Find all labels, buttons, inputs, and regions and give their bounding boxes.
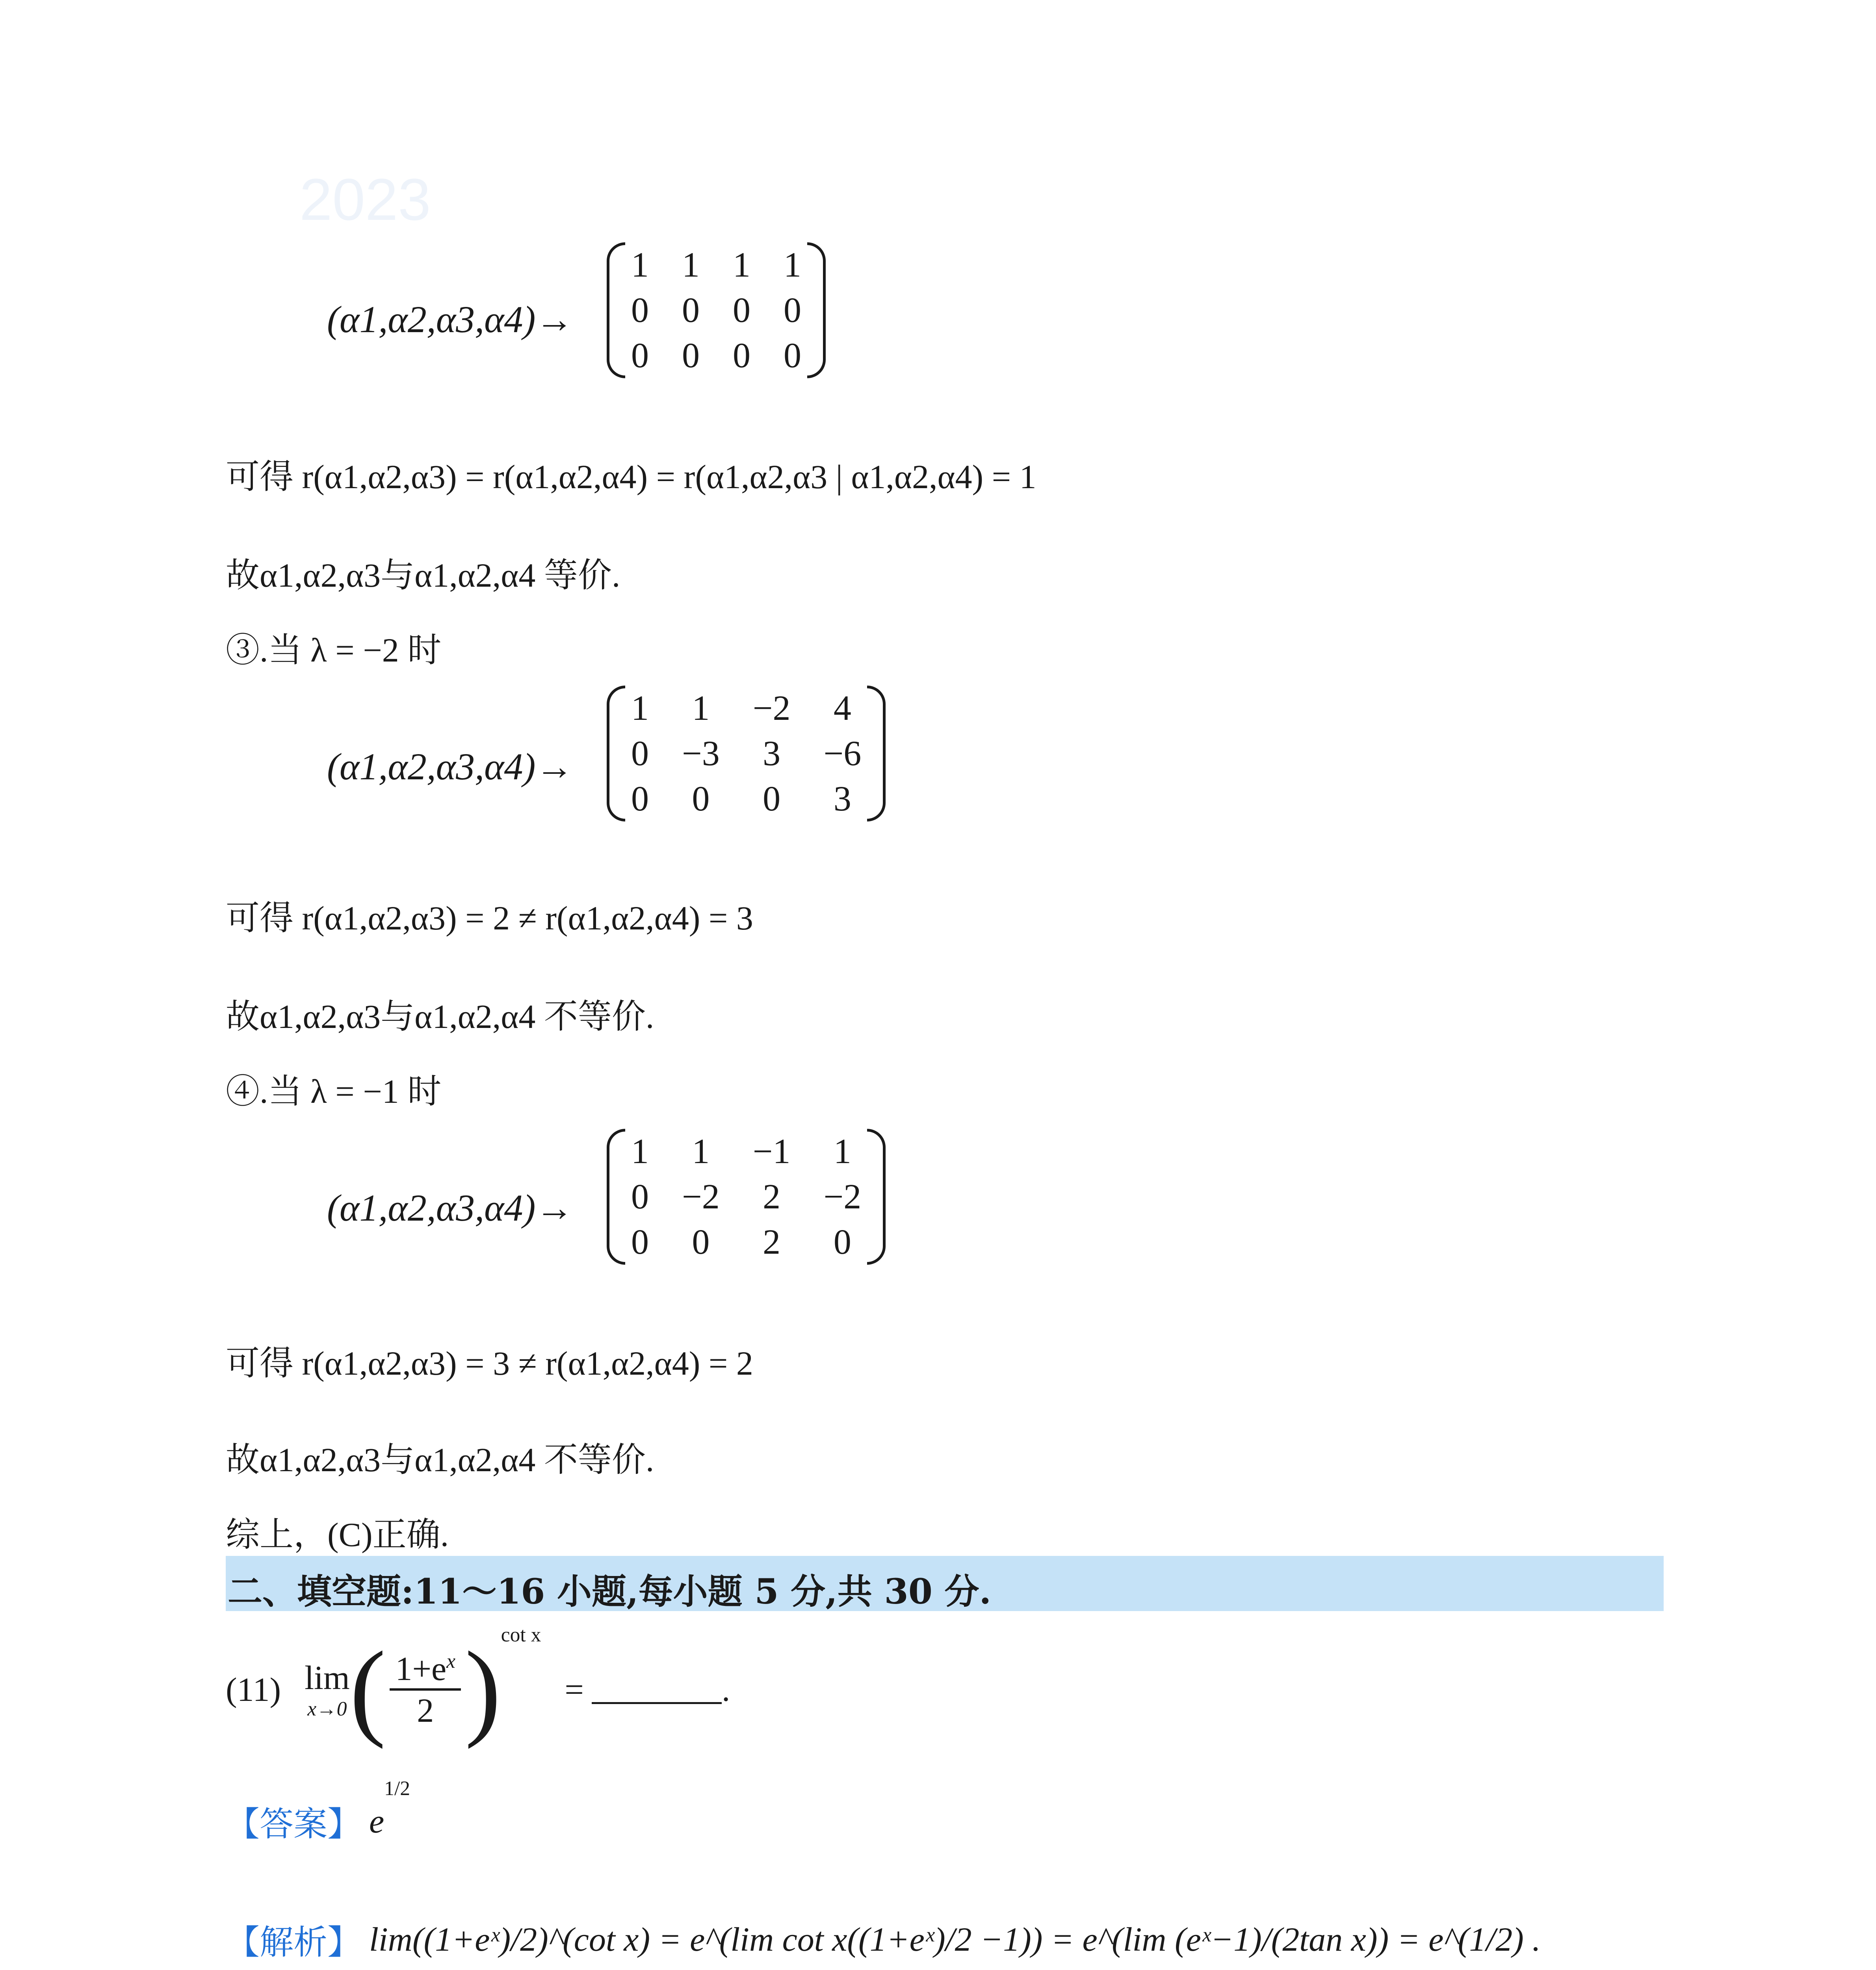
matrix-cell: 0 xyxy=(631,1177,649,1216)
q11-exponent: cot x xyxy=(501,1624,541,1646)
header-ghost-text: 2023 xyxy=(299,166,431,232)
matrix-cell: −6 xyxy=(823,734,862,773)
q11-den: 2 xyxy=(417,1691,434,1729)
matrix-cell: 1 xyxy=(784,245,801,284)
matrix-cell: −1 xyxy=(752,1132,791,1171)
matrix-cell: −2 xyxy=(823,1177,862,1216)
q11-equals: = xyxy=(565,1670,584,1708)
q11-lim-sub: x→0 xyxy=(307,1698,347,1721)
q11-answer-label: 【答案】 xyxy=(226,1805,361,1844)
q11-blank[interactable] xyxy=(592,1674,722,1704)
block1-rank-line: 可得 r(α1,α2,α3) = r(α1,α2,α4) = r(α1,α2,α3 | α1,α2,α4) = 1 xyxy=(226,458,1036,496)
q11-answer-sup: 1/2 xyxy=(384,1777,410,1800)
matrix-cell: 4 xyxy=(833,689,851,728)
matrix-cell: 1 xyxy=(692,1132,710,1171)
block3-case: ④.当 λ = −1 时 xyxy=(226,1072,442,1110)
matrix-cell: 1 xyxy=(631,1132,649,1171)
matrix-cell: 1 xyxy=(733,245,750,284)
matrix-cell: 2 xyxy=(763,1223,781,1262)
block3-lhs: (α1,α2,α3,α4)→ xyxy=(327,1187,574,1229)
block2-matrix xyxy=(615,686,878,821)
matrix-cell: 0 xyxy=(631,291,649,330)
q11-number: (11) xyxy=(226,1670,281,1708)
q11-lim: lim xyxy=(305,1659,350,1697)
summary: 综上，(C)正确. xyxy=(226,1516,449,1554)
matrix-cell: 0 xyxy=(631,734,649,773)
matrix-cell: 0 xyxy=(784,291,801,330)
block2-lhs: (α1,α2,α3,α4)→ xyxy=(327,745,574,788)
matrix-cell: 0 xyxy=(733,336,750,375)
q11-end: . xyxy=(721,1670,730,1708)
q11-analysis-label: 【解析】 xyxy=(226,1923,361,1962)
matrix-cell: 2 xyxy=(763,1177,781,1216)
matrix-cell: 0 xyxy=(692,1223,710,1262)
q11-analysis-text: lim((1+eˣ)/2)^(cot x) = e^(lim cot x((1+eˣ)/2 −1)) = e^(lim (eˣ−1)/(2tan x)) = e^(1/2) . xyxy=(369,1920,1541,1958)
block3-conclusion: 故α1,α2,α3与α1,α2,α4 不等价. xyxy=(226,1441,654,1479)
block2-case: ③.当 λ = −2 时 xyxy=(226,631,442,669)
matrix-cell: 0 xyxy=(682,336,700,375)
q11-question: (11) lim x→0 ( $\frac{1+e^x}{2}$ ) cot x = . xyxy=(226,1624,730,1749)
matrix-cell: 1 xyxy=(682,245,700,284)
matrix-cell: 1 xyxy=(833,1132,851,1171)
matrix-cell: 0 xyxy=(784,336,801,375)
matrix-cell: 1 xyxy=(692,689,710,728)
matrix-cell: −3 xyxy=(682,734,720,773)
matrix-cell: 0 xyxy=(682,291,700,330)
block1-lhs: (α1,α2,α3,α4)→ xyxy=(327,298,574,340)
section-title: 二、填空题:11～16 小题,每小题 5 分,共 30 分. xyxy=(228,1571,992,1612)
block3-matrix xyxy=(615,1129,878,1265)
matrix-cell: 1 xyxy=(631,245,649,284)
block1-conclusion: 故α1,α2,α3与α1,α2,α4 等价. xyxy=(226,556,620,594)
q11-answer-base: e xyxy=(369,1802,384,1840)
block1-matrix xyxy=(615,242,818,378)
matrix-cell: 3 xyxy=(833,779,851,818)
matrix-cell: 0 xyxy=(631,779,649,818)
matrix-cell: 0 xyxy=(833,1223,851,1262)
block2-conclusion: 故α1,α2,α3与α1,α2,α4 不等价. xyxy=(226,998,654,1035)
matrix-cell: 0 xyxy=(692,779,710,818)
matrix-cell: 1 xyxy=(631,689,649,728)
q11-fraction xyxy=(390,1649,461,1730)
q11-num-sup: x xyxy=(446,1650,456,1673)
matrix-cell: −2 xyxy=(682,1177,720,1216)
matrix-cell: −2 xyxy=(752,689,791,728)
matrix-cell: 0 xyxy=(631,1223,649,1262)
matrix-cell: 3 xyxy=(763,734,781,773)
block2-rank-line: 可得 r(α1,α2,α3) = 2 ≠ r(α1,α2,α4) = 3 xyxy=(226,899,753,937)
matrix-cell: 0 xyxy=(733,291,750,330)
block3-rank-line: 可得 r(α1,α2,α3) = 3 ≠ r(α1,α2,α4) = 2 xyxy=(226,1344,753,1382)
q11-analysis xyxy=(226,1915,1541,1964)
matrix-cell: 0 xyxy=(763,779,781,818)
q11-num: 1+e xyxy=(395,1649,447,1688)
q11-answer xyxy=(226,1777,410,1845)
matrix-cell: 0 xyxy=(631,336,649,375)
